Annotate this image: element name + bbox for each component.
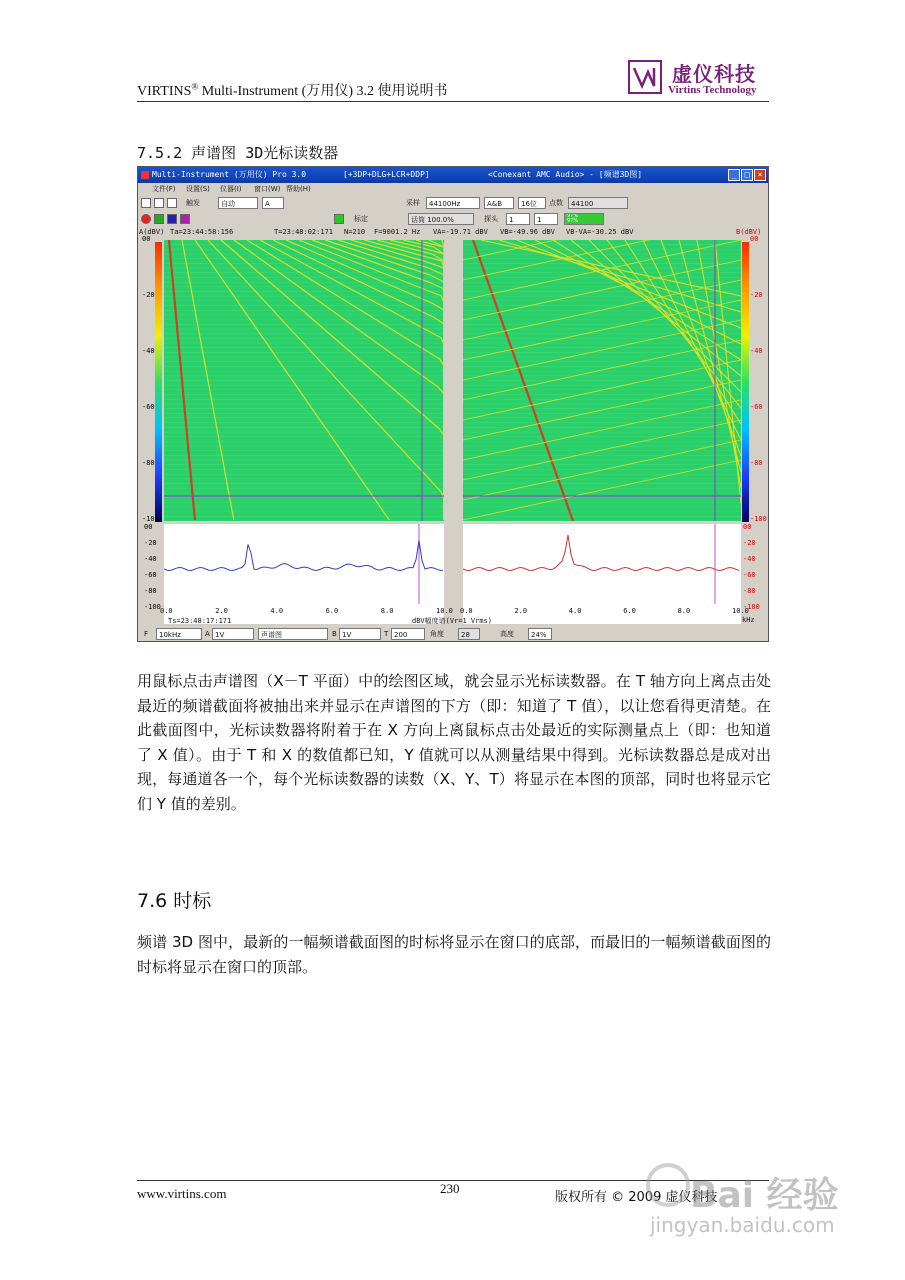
save-icon[interactable] [154, 198, 164, 208]
harmonic-trace [499, 240, 741, 312]
harmonic-trace [463, 460, 741, 520]
y-tick-label: 00 [750, 235, 759, 243]
calibrate-label[interactable]: 标定 [354, 215, 368, 223]
x-tick-label: 0.0 [460, 607, 473, 615]
y-tick-label: 00 [142, 235, 151, 243]
harmonic-trace [463, 440, 741, 500]
brand-name: VIRTINS [137, 84, 192, 99]
y-tick-label: -100 [750, 515, 767, 523]
baidu-watermark [630, 1155, 870, 1265]
watermark-brand: Bai 经验 [690, 1175, 839, 1216]
readout-vb-va: VB-VA=-30.25 dBV [566, 228, 634, 236]
close-icon[interactable]: × [754, 169, 766, 181]
y-tick-label: -20 [750, 291, 763, 299]
y-tick-label: -40 [743, 555, 756, 563]
x-axis-unit: kHz [742, 616, 755, 624]
paragraph-cursor-reader: 用鼠标点击声谱图（X－T 平面）中的绘图区域，就会显示光标读数器。在 T 轴方向上离点击处最近的频谱截面将被抽出来并显示在声谱图的下方（即：知道了 T 值），以让您看得更清楚。在此截面图中，光标读数器将附着于在 X 方向上离鼠标点击处最近的实际测量点上（即：也知道了 X 值）。由于 T 和 X 的数值都已知，Y 值就可以从测量结果中得到。光标读数器总是成对出现，每通道各一个，每个光标读数器的读数（X、Y、T）将显示在本图的顶部，同时也将显示它们 Y 值的差别。 [137, 672, 771, 813]
trigger-label: 触发 [186, 199, 200, 207]
spectrogram-b[interactable] [463, 240, 741, 521]
x-tick-label: 0.0 [160, 607, 173, 615]
maximize-icon[interactable]: □ [741, 169, 753, 181]
y-tick-label: 00 [144, 523, 153, 531]
trigger-channel-select[interactable]: A [262, 197, 284, 209]
x-tick-label: 6.0 [325, 607, 339, 615]
section-heading-7-5-2: 7.5.2 声谱图 3D光标读数器 [137, 144, 339, 162]
harmonic-trace [535, 240, 741, 344]
logo-english-name: Virtins Technology [668, 84, 757, 96]
harmonic-trace [463, 240, 741, 300]
readout-ta: Ta=23:44:58:156 [170, 228, 234, 236]
frequency-range-select[interactable]: 10kHz [156, 628, 202, 640]
record-icon[interactable] [141, 214, 151, 224]
bottom-timestamp: Ts=23:48:17:171 [168, 617, 232, 625]
x-axis-label: dBV幅度谱(Vr=1 Vrms) [412, 617, 493, 625]
y-axis-label-b: B(dBV) [736, 228, 762, 236]
y-tick-label: -40 [750, 347, 763, 355]
x-tick-label: 4.0 [270, 607, 284, 615]
colorbar-b [742, 242, 749, 522]
app-icon [141, 171, 149, 179]
y-tick-label: -100 [142, 515, 159, 523]
footer-url[interactable]: www.virtins.com [137, 1186, 227, 1201]
y-tick-label: -40 [142, 347, 155, 355]
menu-window[interactable]: 窗口(W) [254, 185, 281, 193]
minimize-icon[interactable]: _ [728, 169, 740, 181]
baidu-paw-icon [646, 1163, 690, 1207]
y-tick-label: -80 [750, 459, 763, 467]
harmonic-trace [589, 240, 741, 392]
y-tick-label: -60 [144, 571, 157, 579]
harmonic-trace [463, 420, 741, 480]
bits-select[interactable]: 16位 [518, 197, 546, 209]
angle-value[interactable]: 28 [458, 628, 480, 640]
harmonic-trace [643, 240, 741, 440]
a-scale-select[interactable]: 1V [212, 628, 254, 640]
y-tick-label: -20 [142, 291, 155, 299]
window-app-title: Multi-Instrument (万用仪) Pro 3.0 [152, 170, 307, 179]
level-meter [564, 213, 604, 225]
height-label: 高度 [500, 630, 514, 638]
harmonic-trace [463, 340, 741, 400]
toolbar-row-2 [138, 212, 768, 227]
x-tick-label: 2.0 [215, 607, 228, 615]
oscilloscope-icon[interactable] [154, 214, 164, 224]
points-select[interactable]: 44100 [568, 197, 628, 209]
x-tick-label: 4.0 [568, 607, 582, 615]
menu-file[interactable]: 文件(F) [152, 185, 176, 193]
b-scale-select[interactable]: 1V [339, 628, 381, 640]
a-label: A [205, 630, 210, 638]
y-tick-label: -20 [144, 539, 157, 547]
new-file-icon[interactable] [141, 198, 151, 208]
trigger-mode-select[interactable]: 自动 [218, 197, 258, 209]
spectrum-icon[interactable] [167, 214, 177, 224]
readout-vb: VB=-49.96 dBV [500, 228, 555, 236]
t-label: T [384, 630, 389, 638]
menu-instrument[interactable]: 仪器(I) [220, 185, 242, 193]
window-modules: [+3DP+DLG+LCR+DDP] [343, 170, 430, 179]
cursor-readout [138, 227, 768, 238]
y-tick-label: -100 [743, 603, 760, 611]
x-tick-label: 10.0 [732, 607, 749, 615]
bottom-toolbar [138, 627, 768, 641]
x-tick-label: 6.0 [623, 607, 636, 615]
page-number: 230 [440, 1181, 460, 1196]
harmonic-trace [463, 260, 741, 320]
header-divider [137, 101, 769, 102]
x-tick-label: 2.0 [514, 607, 528, 615]
height-value[interactable]: 24% [528, 628, 552, 640]
f-label: F [144, 630, 149, 638]
angle-label: 角度 [430, 630, 444, 638]
x-tick-label: 8.0 [380, 607, 394, 615]
t-value-select[interactable]: 200 [391, 628, 425, 640]
spectrum-slice-b[interactable] [463, 524, 741, 624]
y-tick-label: -40 [144, 555, 157, 563]
toolbar-row-1 [138, 196, 768, 211]
header-title [137, 80, 448, 100]
probe-label: 探头 [484, 215, 498, 223]
section-heading-7-6: 7.6 时标 [137, 890, 212, 912]
menu-bar [138, 183, 768, 196]
y-tick-label: -100 [144, 603, 161, 611]
spectrum-slice-a[interactable] [164, 524, 444, 624]
x-tick-label: 10.0 [436, 607, 453, 615]
probe-b-select[interactable]: 1 [534, 213, 558, 225]
readout-n: N=210 [344, 228, 366, 236]
app-screenshot [137, 166, 769, 642]
sample-label: 采样 [406, 199, 420, 207]
watermark-url: jingyan.baidu.com [650, 1213, 835, 1237]
readout-f: F=9001.2 Hz [374, 228, 421, 236]
channels-select[interactable]: A&B [484, 197, 514, 209]
y-tick-label: -60 [142, 403, 155, 411]
manual-title: Multi-Instrument (万用仪) 3.2 使用说明书 [198, 84, 448, 99]
y-tick-label: -80 [743, 587, 756, 595]
print-icon[interactable] [167, 198, 177, 208]
level-b: 97% [567, 218, 579, 224]
window-titlebar [138, 167, 768, 183]
menu-settings[interactable]: 设置(S) [186, 185, 210, 193]
footer-copyright: 版权所有 © 2009 虚仪科技 [555, 1190, 718, 1205]
mic-level-display: 话筒 100.0% [408, 213, 474, 225]
readout-va: VA=-19.71 dBV [433, 228, 488, 236]
y-tick-label: -60 [743, 571, 756, 579]
registered-mark: ® [191, 81, 199, 92]
y-tick-label: -80 [142, 459, 155, 467]
menu-help[interactable]: 帮助(H) [286, 185, 311, 193]
paragraph-timestamp: 频谱 3D 图中，最新的一幅频谱截面图的时标将显示在窗口的底部，而最旧的一幅频谱截面图的时标将显示在窗口的顶部。 [137, 933, 771, 976]
y-tick-label: 00 [743, 523, 752, 531]
colorbar-a [155, 242, 162, 522]
b-label: B [332, 630, 337, 638]
company-logo [628, 58, 770, 100]
readout-t: T=23:48:02:171 [274, 228, 334, 236]
harmonic-trace [463, 380, 741, 440]
vm-logo-icon [628, 60, 662, 94]
spectrogram-a[interactable] [164, 240, 444, 521]
slice-trace [164, 540, 443, 570]
logo-chinese-name: 虚仪科技 [672, 62, 756, 86]
slice-trace [463, 535, 739, 570]
probe-a-select[interactable]: 1 [506, 213, 530, 225]
points-label: 点数 [549, 199, 563, 207]
y-tick-label: -80 [144, 587, 157, 595]
view-type-select[interactable]: 声谱图 [258, 628, 328, 640]
sample-rate-select[interactable]: 44100Hz [426, 197, 480, 209]
x-tick-label: 8.0 [677, 607, 691, 615]
y-tick-label: -60 [750, 403, 763, 411]
level-a: 97% [567, 213, 579, 219]
window-device: <Conexant AMC Audio> - [频谱3D图] [488, 170, 643, 179]
y-axis-label-a: A(dBV) [139, 228, 165, 236]
spectrogram-icon[interactable] [180, 214, 190, 224]
y-tick-label: -20 [743, 539, 756, 547]
play-icon[interactable] [334, 214, 344, 224]
